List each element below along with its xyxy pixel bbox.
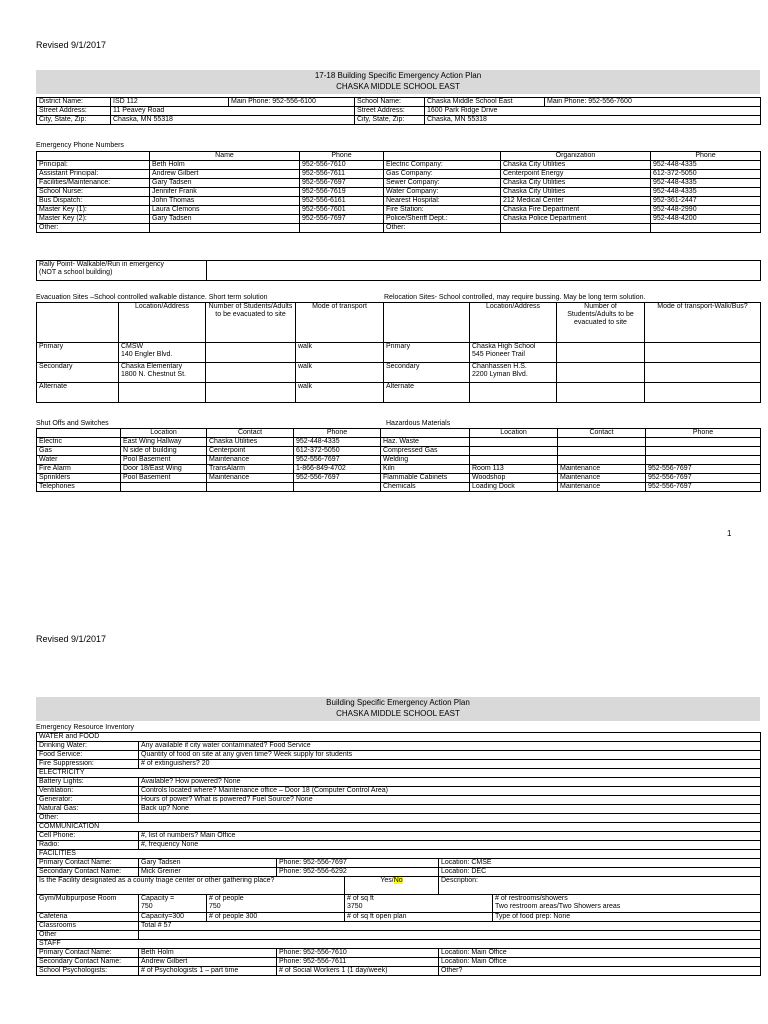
gym-sqft	[345, 895, 493, 913]
shutoff-item: Water	[37, 456, 121, 465]
street-label-2: Street Address:	[355, 107, 425, 116]
reloc-title: Relocation Sites- School controlled, may require bussing. May be long term solution.	[384, 294, 646, 301]
col-name: Name	[150, 152, 300, 161]
shutoff-phone: 1-866-849-4702	[294, 465, 381, 474]
fac-secondary-label: Secondary Contact Name:	[37, 868, 139, 877]
staff-secondary-name: Andrew Gilbert	[139, 958, 277, 967]
contact-name: Andrew Gilbert	[150, 170, 300, 179]
school-title: CHASKA MIDDLE SCHOOL EAST	[336, 82, 460, 91]
hazmat-contact: Maintenance	[558, 483, 646, 492]
shutoff-contact: TransAlarm	[207, 465, 294, 474]
hazmat-location	[470, 438, 558, 447]
electricity-label: Ventilation:	[37, 787, 139, 796]
contact-name	[150, 224, 300, 233]
contact-phone: 952-556-6161	[300, 197, 384, 206]
table-row	[37, 841, 761, 850]
city-value-2: Chaska, MN 55318	[425, 116, 761, 125]
shutoff-location: Door 18/East Wing	[121, 465, 207, 474]
gym-cap-label: Capacity =	[141, 895, 175, 902]
shutoff-item: Sprinklers	[37, 474, 121, 483]
cafeteria-food: Type of food prep: None	[493, 913, 761, 922]
contact-phone: 952-556-7619	[300, 188, 384, 197]
shutoff-item: Electric	[37, 438, 121, 447]
evac-type: Alternate	[37, 383, 119, 403]
fac-secondary-phone: Phone: 952-556-6292	[277, 868, 439, 877]
evac-count	[206, 363, 296, 383]
haz-col-contact: Contact	[558, 429, 646, 438]
hazmat-phone: 952-556-7697	[646, 483, 761, 492]
shutoff-phone: 612-372-5050	[294, 447, 381, 456]
reloc-mode	[645, 383, 761, 403]
revised-date: Revised 9/1/2017	[36, 40, 107, 50]
hazmat-phone: 952-556-7697	[646, 465, 761, 474]
electricity-value: Available? How powered? None	[139, 778, 761, 787]
shut-col-phone: Phone	[294, 429, 381, 438]
gym-label: Gym/Multipurpose Room	[37, 895, 139, 913]
table-row	[37, 742, 761, 751]
hazmat-contact	[558, 447, 646, 456]
table-row	[37, 760, 761, 769]
triage-yes: Yes/	[380, 877, 394, 884]
district-value: ISD 112	[111, 98, 229, 107]
org-phone: 612-372-5050	[651, 170, 761, 179]
fac-primary-loc: Location: CMSE	[439, 859, 761, 868]
contact-phone: 952-556-7611	[300, 170, 384, 179]
contact-name: Gary Tadsen	[150, 179, 300, 188]
shutoff-location: Pool Basement	[121, 456, 207, 465]
electricity-value: Hours of power? What is powered? Fuel Source? None	[139, 796, 761, 805]
water-food-label: Drinking Water:	[37, 742, 139, 751]
hazmat-contact: Maintenance	[558, 474, 646, 483]
other-label: Other	[37, 931, 139, 940]
social-workers: # of Social Workers 1 (1 day/week)	[277, 967, 439, 976]
shutoff-phone: 952-556-7697	[294, 456, 381, 465]
staff-heading: STAFF	[37, 940, 761, 949]
evac-location-line-2: 140 Engler Blvd.	[121, 351, 173, 358]
school-value: Chaska Middle School East	[425, 98, 545, 107]
street-value-2: 1600 Park Ridge Drive	[425, 107, 761, 116]
contact-role: Principal:	[37, 161, 150, 170]
reloc-location	[470, 363, 557, 383]
reloc-type: Secondary	[384, 363, 470, 383]
reloc-location-line-2: 2200 Lyman Blvd.	[472, 371, 528, 378]
street-value-1: 11 Peavey Road	[111, 107, 355, 116]
cafeteria-label: Cafeteria	[37, 913, 139, 922]
communication-label: Cell Phone:	[37, 832, 139, 841]
gym-people	[207, 895, 345, 913]
org-role: Fire Station:	[384, 206, 501, 215]
org-role: Sewer Company:	[384, 179, 501, 188]
fac-primary-label: Primary Contact Name:	[37, 859, 139, 868]
table-row	[37, 161, 761, 170]
hazmat-title: Hazardous Materials	[386, 420, 451, 427]
reloc-location	[470, 383, 557, 403]
evac-location	[119, 343, 206, 363]
classrooms-label: Classrooms	[37, 922, 139, 931]
evac-location	[119, 363, 206, 383]
table-row	[37, 170, 761, 179]
shut-col-loc: Location	[121, 429, 207, 438]
reloc-col-loc: Location/Address	[470, 303, 557, 343]
contact-role: Other:	[37, 224, 150, 233]
gym-sqft-label: # of sq ft	[347, 895, 374, 902]
fac-primary-phone: Phone: 952-556-7697	[277, 859, 439, 868]
shutoff-location	[121, 483, 207, 492]
communication-label: Radio:	[37, 841, 139, 850]
table-row	[37, 832, 761, 841]
table-row	[37, 206, 761, 215]
org-phone: 952-448-4335	[651, 179, 761, 188]
rally-point-value	[207, 261, 761, 281]
table-row	[37, 805, 761, 814]
shutoff-contact: Chaska Utilities	[207, 438, 294, 447]
water-food-label: Fire Suppression:	[37, 760, 139, 769]
reloc-type: Alternate	[384, 383, 470, 403]
classrooms-value: Total # 57	[139, 922, 761, 931]
shutoff-location: East Wing Hallway	[121, 438, 207, 447]
table-row	[37, 474, 761, 483]
staff-primary-name: Beth Holm	[139, 949, 277, 958]
hazmat-item: Flammable Cabinets	[381, 474, 470, 483]
contact-phone: 952-556-7601	[300, 206, 384, 215]
evac-mode: walk	[296, 363, 384, 383]
rally-line-2: (NOT a school building)	[39, 269, 113, 276]
revised-date-2: Revised 9/1/2017	[36, 634, 107, 644]
contact-role: Facilities/Maintenance:	[37, 179, 150, 188]
table-row	[37, 456, 761, 465]
shutoff-contact	[207, 483, 294, 492]
table-row	[37, 751, 761, 760]
communication-value: #, list of numbers? Main Office	[139, 832, 761, 841]
hazmat-location	[470, 456, 558, 465]
shutoff-item: Fire Alarm	[37, 465, 121, 474]
electricity-label: Natural Gas:	[37, 805, 139, 814]
evac-location-line-2: 1800 N. Chestnut St.	[121, 371, 186, 378]
school-title-2: CHASKA MIDDLE SCHOOL EAST	[336, 709, 460, 718]
table-row	[37, 814, 761, 823]
table-row	[37, 483, 761, 492]
contact-name: Laura Clemons	[150, 206, 300, 215]
page-number: 1	[727, 529, 732, 538]
communication-value: #, frequency None	[139, 841, 761, 850]
reloc-mode	[645, 363, 761, 383]
contact-name: Gary Tadsen	[150, 215, 300, 224]
reloc-count	[557, 383, 645, 403]
evac-mode: walk	[296, 383, 384, 403]
reloc-count	[557, 343, 645, 363]
org-role: Police/Sheriff Dept.:	[384, 215, 501, 224]
col-phone: Phone	[300, 152, 384, 161]
shutoff-contact: Maintenance	[207, 456, 294, 465]
evac-type: Secondary	[37, 363, 119, 383]
school-label: School Name:	[355, 98, 425, 107]
rally-point-label	[37, 261, 207, 281]
gym-cap-value: 750	[141, 903, 153, 910]
electricity-value: Back up? None	[139, 805, 761, 814]
triage-answer	[345, 877, 439, 895]
main-phone-1: Main Phone: 952-556-6100	[229, 98, 355, 107]
shutoff-phone: 952-448-4335	[294, 438, 381, 447]
cafeteria-sqft: # of sq ft open plan	[345, 913, 493, 922]
water-food-label: Food Service:	[37, 751, 139, 760]
cafeteria-people: # of people 300	[207, 913, 345, 922]
triage-question: Is the Facility designated as a county triage center or other gathering place?	[37, 877, 345, 895]
hazmat-item: Compressed Gas	[381, 447, 470, 456]
contact-phone: 952-556-7610	[300, 161, 384, 170]
reloc-col-num: Number of Students/Adults to be evacuated to site	[557, 303, 645, 343]
contact-name: Jennifer Frank	[150, 188, 300, 197]
phone-table	[36, 151, 761, 233]
evac-col-loc: Location/Address	[119, 303, 206, 343]
org-role: Water Company:	[384, 188, 501, 197]
electricity-value: Controls located where? Maintenance office – Door 18 (Computer Control Area)	[139, 787, 761, 796]
facilities-heading: FACILITIES	[37, 850, 761, 859]
hazmat-item: Welding	[381, 456, 470, 465]
evac-mode: walk	[296, 343, 384, 363]
hazmat-contact	[558, 438, 646, 447]
org-role: Electric Company:	[384, 161, 501, 170]
contact-phone: 952-556-7697	[300, 215, 384, 224]
staff-secondary-phone: Phone: 952-556-7611	[277, 958, 439, 967]
table-row	[37, 787, 761, 796]
gym-rest-label: # of restrooms/showers	[495, 895, 568, 902]
city-label: City, State, Zip:	[37, 116, 111, 125]
hazmat-phone: 952-556-7697	[646, 474, 761, 483]
gym-sqft-value: 3750	[347, 903, 363, 910]
plan-title: 17-18 Building Specific Emergency Action Plan	[314, 71, 482, 80]
city-value-1: Chaska, MN 55318	[111, 116, 355, 125]
rally-line-1: Rally Point- Walkable/Run in emergency	[39, 261, 165, 268]
district-label: District Name:	[37, 98, 111, 107]
evac-title: Evacuation Sites –School controlled walkable distance. Short term solution	[36, 294, 268, 301]
shutoff-item: Gas	[37, 447, 121, 456]
hazmat-contact	[558, 456, 646, 465]
org-name: Chaska City Utilities	[501, 188, 651, 197]
org-name: Chaska Police Department	[501, 215, 651, 224]
psych-count: # of Psychologists 1 – part time	[139, 967, 277, 976]
col-org: Organization	[501, 152, 651, 161]
psych-other: Other?	[439, 967, 761, 976]
contact-role: Master Key (2):	[37, 215, 150, 224]
page-title-2	[36, 697, 760, 721]
reloc-type: Primary	[384, 343, 470, 363]
haz-col-loc: Location	[470, 429, 558, 438]
communication-heading: COMMUNICATION	[37, 823, 761, 832]
org-name: Chaska Fire Department	[501, 206, 651, 215]
contact-role: Master Key (1):	[37, 206, 150, 215]
table-row	[37, 343, 761, 363]
table-row	[37, 179, 761, 188]
contact-phone	[300, 224, 384, 233]
evac-count	[206, 343, 296, 363]
hazmat-phone	[646, 438, 761, 447]
staff-primary-phone: Phone: 952-556-7610	[277, 949, 439, 958]
fac-primary-name: Gary Tadsen	[139, 859, 277, 868]
org-role: Gas Company:	[384, 170, 501, 179]
hazmat-location: Woodshop	[470, 474, 558, 483]
rally-table	[36, 260, 761, 281]
table-row	[37, 438, 761, 447]
hazmat-location: Room 113	[470, 465, 558, 474]
hazmat-location: Loading Dock	[470, 483, 558, 492]
reloc-location-line-1: Chaska High School	[472, 343, 536, 350]
fac-secondary-name: Mick Greiner	[139, 868, 277, 877]
shutoff-location: Pool Basement	[121, 474, 207, 483]
table-row	[37, 796, 761, 805]
table-row	[37, 778, 761, 787]
gym-rest-value: Two restroom areas/Two Showers areas	[495, 903, 621, 910]
shutoff-location: N side of building	[121, 447, 207, 456]
hazmat-contact: Maintenance	[558, 465, 646, 474]
electricity-value	[139, 814, 761, 823]
contact-role: Assistant Principal:	[37, 170, 150, 179]
other-value	[139, 931, 761, 940]
gym-restrooms	[493, 895, 761, 913]
table-row	[37, 447, 761, 456]
table-row	[37, 215, 761, 224]
shutoff-table	[36, 428, 761, 492]
table-row	[37, 224, 761, 233]
shut-col-contact: Contact	[207, 429, 294, 438]
contact-role: School Nurse:	[37, 188, 150, 197]
water-food-value: Any available if city water contaminated? Food Service	[139, 742, 761, 751]
water-food-heading: WATER and FOOD	[37, 733, 761, 742]
hazmat-location	[470, 447, 558, 456]
org-name: Centerpoint Energy	[501, 170, 651, 179]
col-phone2: Phone	[651, 152, 761, 161]
org-name: Chaska City Utilities	[501, 161, 651, 170]
org-phone: 952-448-4200	[651, 215, 761, 224]
reloc-location-line-2: 545 Pioneer Trail	[472, 351, 525, 358]
hazmat-item: Kiln	[381, 465, 470, 474]
triage-no: No	[393, 877, 403, 884]
hazmat-item: Chemicals	[381, 483, 470, 492]
staff-secondary-loc: Location: Main Office	[439, 958, 761, 967]
org-name: 212 Medical Center	[501, 197, 651, 206]
gym-people-label: # of people	[209, 895, 244, 902]
org-phone: 952-448-4335	[651, 188, 761, 197]
hazmat-phone	[646, 447, 761, 456]
street-label: Street Address:	[37, 107, 111, 116]
reloc-location	[470, 343, 557, 363]
table-row	[37, 465, 761, 474]
haz-col-phone: Phone	[646, 429, 761, 438]
table-row	[37, 197, 761, 206]
evac-location	[119, 383, 206, 403]
shutoff-phone	[294, 483, 381, 492]
org-phone	[651, 224, 761, 233]
inventory-table	[36, 732, 761, 976]
water-food-value: Quantity of food on site at any given time? Week supply for students	[139, 751, 761, 760]
electricity-label: Other:	[37, 814, 139, 823]
org-name	[501, 224, 651, 233]
contact-phone: 952-556-7697	[300, 179, 384, 188]
shutoff-contact: Maintenance	[207, 474, 294, 483]
org-name: Chaska City Utilities	[501, 179, 651, 188]
fac-secondary-loc: Location: DEC	[439, 868, 761, 877]
main-phone-2: Main Phone: 952-556-7600	[545, 98, 761, 107]
org-phone: 952-361-2447	[651, 197, 761, 206]
contact-role: Bus Dispatch:	[37, 197, 150, 206]
evac-col-num: Number of Students/Adults to be evacuated to site	[206, 303, 296, 343]
hazmat-phone	[646, 456, 761, 465]
reloc-mode	[645, 343, 761, 363]
gym-capacity	[139, 895, 207, 913]
org-role: Nearest Hospital:	[384, 197, 501, 206]
shutoff-phone: 952-556-7697	[294, 474, 381, 483]
staff-primary-label: Primary Contact Name:	[37, 949, 139, 958]
shutoff-contact: Centerpoint	[207, 447, 294, 456]
staff-secondary-label: Secondary Contact Name:	[37, 958, 139, 967]
evac-table	[36, 302, 761, 403]
evac-location-line-1: CMSW	[121, 343, 144, 350]
gym-people-value: 750	[209, 903, 221, 910]
evac-col-mode: Mode of transport	[296, 303, 384, 343]
info-table	[36, 97, 761, 125]
hazmat-item: Haz. Waste	[381, 438, 470, 447]
psych-label: School Psychologists:	[37, 967, 139, 976]
page-title	[36, 70, 760, 94]
contact-name: John Thomas	[150, 197, 300, 206]
plan-title-2: Building Specific Emergency Action Plan	[326, 698, 470, 707]
triage-description: Description:	[439, 877, 761, 895]
cafeteria-capacity: Capacity=300	[139, 913, 207, 922]
electricity-heading: ELECTRICITY	[37, 769, 761, 778]
reloc-location-line-1: Chanhassen H.S.	[472, 363, 527, 370]
evac-count	[206, 383, 296, 403]
contact-name: Beth Holm	[150, 161, 300, 170]
org-role: Other:	[384, 224, 501, 233]
inventory-title: Emergency Resource Inventory	[36, 724, 135, 731]
table-row	[37, 383, 761, 403]
table-row	[37, 363, 761, 383]
reloc-col-mode: Mode of transport-Walk/Bus?	[645, 303, 761, 343]
water-food-value: # of extinguishers? 20	[139, 760, 761, 769]
city-label-2: City, State, Zip:	[355, 116, 425, 125]
phone-section-title: Emergency Phone Numbers	[36, 142, 124, 149]
reloc-count	[557, 363, 645, 383]
org-phone: 952-448-4335	[651, 161, 761, 170]
org-phone: 952-448-2990	[651, 206, 761, 215]
evac-location-line-1: Chaska Elementary	[121, 363, 183, 370]
shut-offs-title: Shut Offs and Switches	[36, 420, 109, 427]
shutoff-item: Telephones	[37, 483, 121, 492]
table-row	[37, 188, 761, 197]
evac-type: Primary	[37, 343, 119, 363]
staff-primary-loc: Location: Main Office	[439, 949, 761, 958]
electricity-label: Generator:	[37, 796, 139, 805]
electricity-label: Battery Lights:	[37, 778, 139, 787]
